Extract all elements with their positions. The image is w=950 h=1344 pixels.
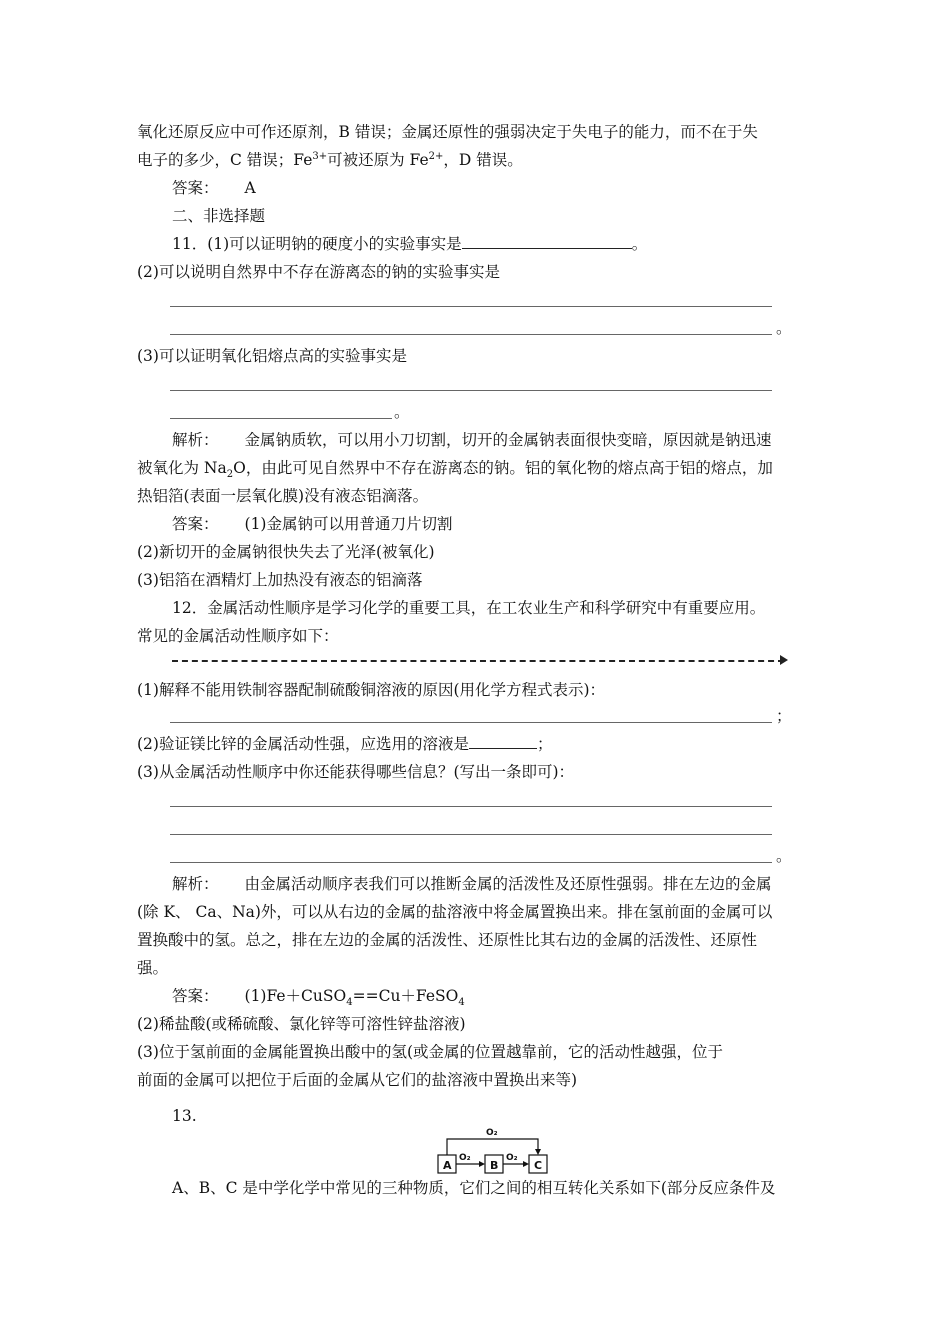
subscript: 4	[346, 997, 353, 1009]
q11-part2: (2)可以说明自然界中不存在游离态的钠的实验事实是	[137, 263, 500, 281]
answer-line[interactable]	[170, 334, 772, 335]
answer-line[interactable]	[170, 862, 772, 863]
conversion-diagram	[432, 1122, 552, 1178]
p1-line2a: 电子的多少，C 错误；Fe	[137, 151, 313, 169]
o2-label-ab: O₂	[459, 1153, 471, 1163]
q11-part3: (3)可以证明氧化铝熔点高的实验事实是	[137, 347, 407, 365]
explanation-text: 由金属活动顺序表我们可以推断金属的活泼性及还原性强弱。排在左边的金属	[244, 875, 772, 893]
subscript: 4	[458, 997, 465, 1009]
answer-label: 答案：	[172, 515, 219, 533]
explanation-12-line2: (除 K、 Ca、Na)外，可以从右边的金属的盐溶液中将金属置换出来。排在氢前面的金属可以	[137, 903, 773, 921]
subscript: 2	[226, 469, 234, 481]
equation-part: (1)Fe＋CuSO	[244, 987, 347, 1005]
q12-part2	[137, 734, 552, 754]
answer-line[interactable]	[170, 722, 772, 723]
arrow-head-icon	[780, 655, 788, 665]
answer-10	[172, 178, 256, 198]
q13-text: A、B、C 是中学化学中常见的三种物质，它们之间的相互转化关系如下(部分反应条件及	[172, 1179, 776, 1197]
answer-blank[interactable]	[462, 234, 632, 249]
fe2-charge: 2+	[428, 150, 444, 162]
answer-11-line1	[172, 514, 452, 534]
q11-part1	[172, 234, 647, 254]
p1-line1: 氧化还原反应中可作还原剂，B 错误；金属还原性的强弱决定于失电子的能力，而不在于失	[137, 123, 758, 141]
q12-intro-line1: 12．金属活动性顺序是学习化学的重要工具，在工农业生产和科学研究中有重要应用。	[172, 599, 766, 617]
answer-blank[interactable]	[469, 734, 537, 749]
answer-12-line1	[172, 986, 465, 1009]
arrow-head-icon	[523, 1161, 529, 1167]
explanation-11-line2	[137, 458, 773, 481]
arrow-head-icon	[535, 1149, 541, 1155]
explanation-label: 解析：	[172, 431, 219, 449]
explanation-label: 解析：	[172, 875, 219, 893]
answer-label: 答案：	[172, 987, 219, 1005]
answer-12-line3: (3)位于氢前面的金属能置换出酸中的氢(或金属的位置越靠前，它的活动性越强，位于	[137, 1043, 724, 1061]
semicolon: ；	[536, 735, 553, 753]
answer-11-line2: (2)新切开的金属钠很快失去了光泽(被氧化)	[137, 543, 435, 561]
period: 。	[394, 403, 410, 421]
answer-line[interactable]	[170, 390, 772, 391]
answer-text: (1)金属钠可以用普通刀片切割	[244, 515, 453, 533]
explanation-text: O，由此可见自然界中不存在游离态的钠。铝的氧化物的熔点高于铝的熔点，加	[233, 459, 773, 477]
equation-part: ==Cu＋FeSO	[352, 987, 459, 1005]
node-a-label: A	[443, 1159, 452, 1172]
explanation-12-line3: 置换酸中的氢。总之，排在左边的金属的活泼性、还原性比其右边的金属的活泼性、还原性	[137, 931, 758, 949]
q12-part1: (1)解释不能用铁制容器配制硫酸铜溶液的原因(用化学方程式表示)：	[137, 681, 606, 699]
answer-12-line4: 前面的金属可以把位于后面的金属从它们的盐溶液中置换出来等)	[137, 1071, 578, 1089]
q13-number: 13.	[172, 1107, 197, 1125]
answer-11-line3: (3)铝箔在酒精灯上加热没有液态的铝滴落	[137, 571, 423, 589]
period: 。	[776, 319, 792, 337]
period: 。	[776, 847, 792, 865]
q11-part1-end: 。	[631, 235, 648, 253]
explanation-12-line1	[172, 874, 772, 894]
answer-label: 答案：	[172, 179, 219, 197]
answer-line[interactable]	[170, 834, 772, 835]
answer-line[interactable]	[170, 418, 392, 419]
explanation-12-line4: 强。	[137, 959, 169, 977]
arrow-head-icon	[479, 1161, 485, 1167]
explanation-text: 金属钠质软，可以用小刀切割，切开的金属钠表面很快变暗，原因就是钠迅速	[244, 431, 772, 449]
activity-series-arrow	[172, 660, 784, 666]
answer-12-line2: (2)稀盐酸(或稀硫酸、氯化锌等可溶性锌盐溶液)	[137, 1015, 466, 1033]
p1-line2c: ，D 错误。	[443, 151, 523, 169]
node-c-label: C	[534, 1159, 543, 1172]
answer-value: A	[244, 179, 256, 197]
explanation-11-line1	[172, 430, 772, 450]
semicolon: ；	[776, 707, 792, 725]
o2-label-bc: O₂	[506, 1153, 518, 1163]
q11-part1-text: 11．(1)可以证明钠的硬度小的实验事实是	[172, 235, 462, 253]
answer-line[interactable]	[170, 306, 772, 307]
node-b-label: B	[490, 1159, 499, 1172]
o2-label-top: O₂	[486, 1128, 498, 1138]
section-heading: 二、非选择题	[172, 207, 266, 225]
fe3-charge: 3+	[312, 150, 328, 162]
explanation-text: 被氧化为 Na	[137, 459, 227, 477]
q12-part2-text: (2)验证镁比锌的金属活动性强，应选用的溶液是	[137, 735, 469, 753]
answer-line[interactable]	[170, 806, 772, 807]
p1-line2b: 可被还原为 Fe	[327, 151, 429, 169]
explanation-11-line3: 热铝箔(表面一层氧化膜)没有液态铝滴落。	[137, 487, 429, 505]
q12-part3: (3)从金属活动性顺序中你还能获得哪些信息？(写出一条即可)：	[137, 763, 575, 781]
p1-line2	[137, 150, 523, 170]
q12-intro-line2: 常见的金属活动性顺序如下：	[137, 627, 339, 645]
